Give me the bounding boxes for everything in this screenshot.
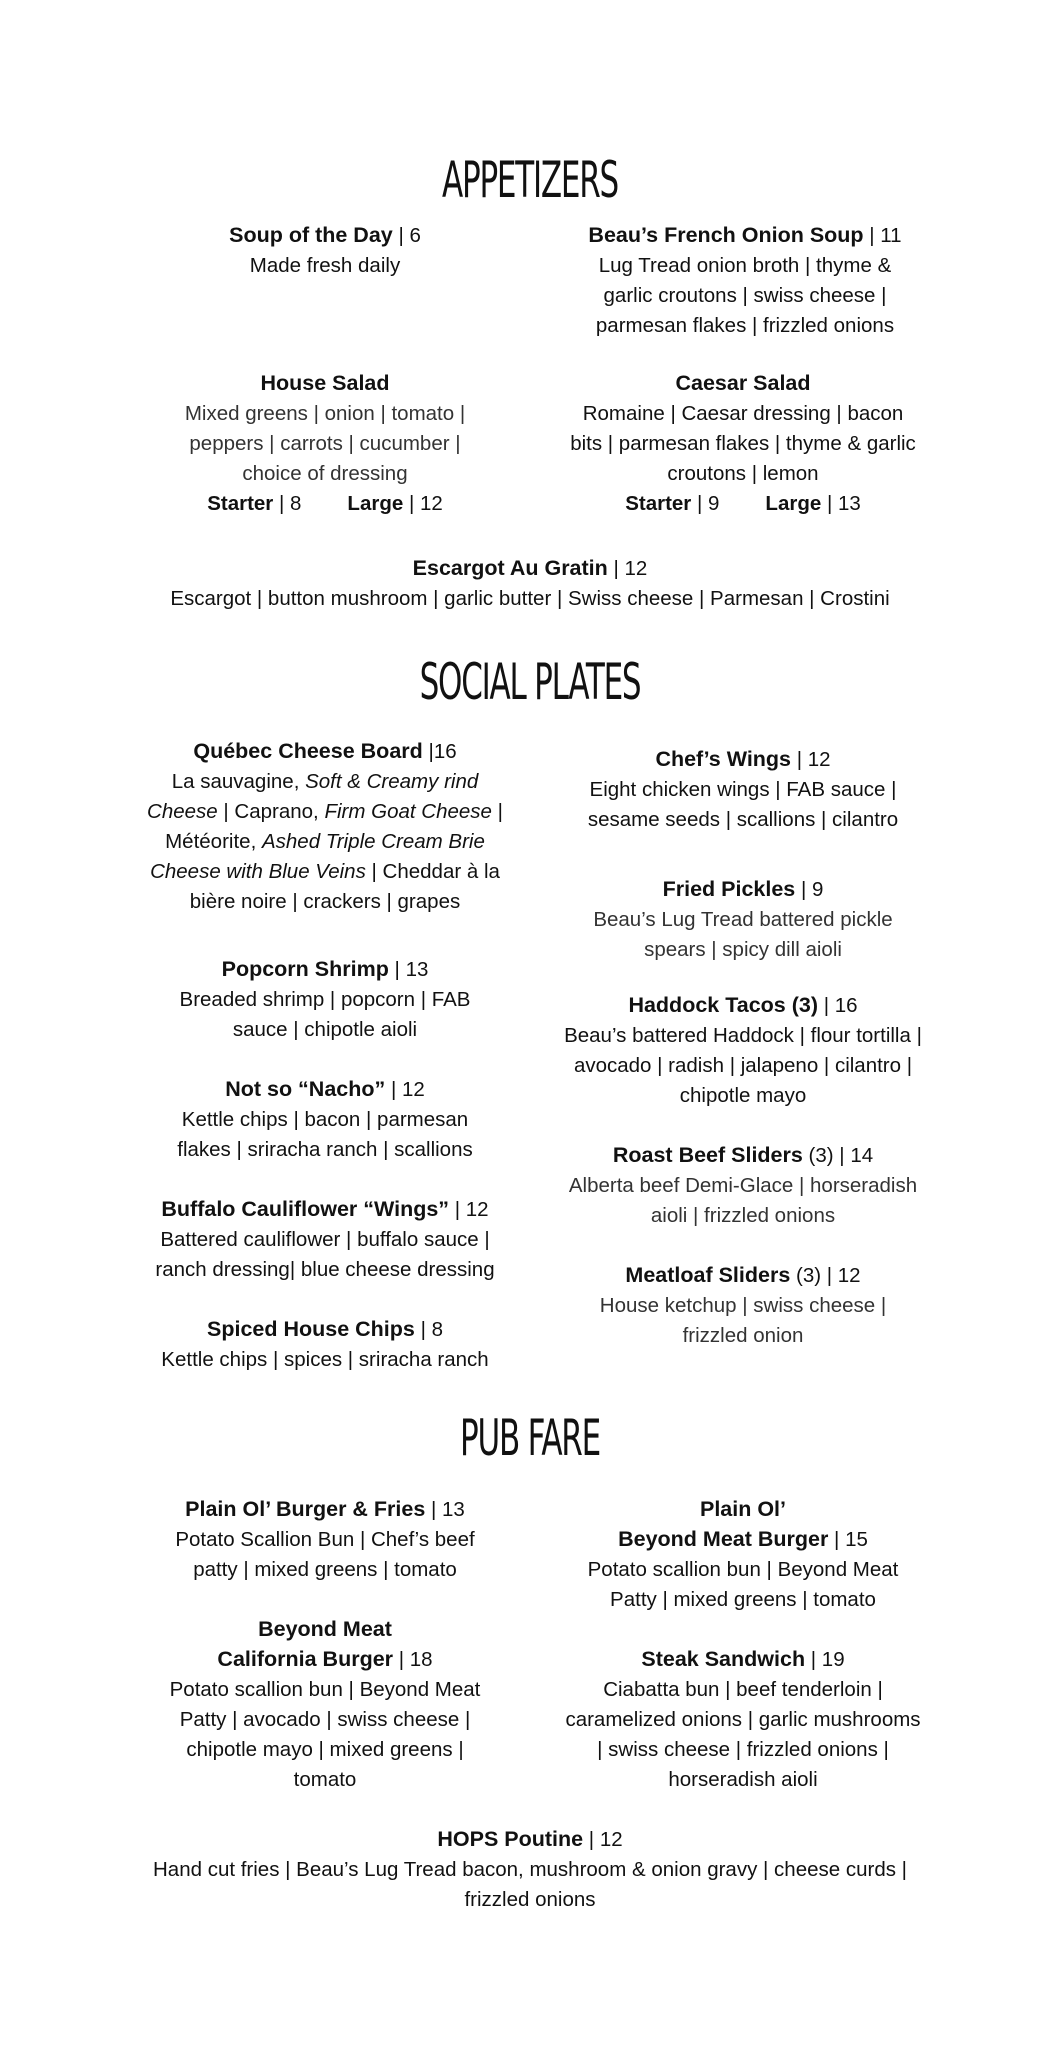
item-name: Québec Cheese Board [193,739,423,763]
item-description: Alberta beef Demi-Glace | horseradish aioli | frizzled onions [568,1174,918,1227]
item-name: Caesar Salad [675,371,811,395]
item-description: Kettle chips | spices | sriracha ranch [161,1348,489,1371]
section-title-social-plates: SOCIAL PLATES [419,653,641,711]
size-prices [548,489,938,519]
desc-text: | Caprano, [217,800,325,823]
item-description: Potato scallion bun | Beyond Meat Patty | avocado | swiss cheese | chipotle mayo | mixed greens | tomato [169,1678,481,1791]
desc-italic: Soft & Creamy rind Cheese [147,770,479,823]
price-separator: | [795,878,812,901]
item-price: 13 [442,1498,465,1521]
large-label: Large [765,492,822,515]
item-price: 12 [599,1828,623,1851]
large-price: 13 [837,492,861,515]
item-price: 6 [409,224,421,247]
menu-item-fried-pickles [548,874,938,965]
item-price: 13 [405,958,429,981]
item-name: Beau’s French Onion Soup [588,223,864,247]
item-name: Escargot Au Gratin [412,556,608,580]
price-separator: | [818,994,835,1017]
item-name: House Salad [260,371,390,395]
item-description: Escargot | button mushroom | garlic butter | Swiss cheese | Parmesan | Crostini [170,587,890,610]
item-name-line1: Beyond Meat [258,1617,392,1641]
menu-item-plain-ol-burger [130,1494,520,1585]
desc-italic: Ashed Triple Cream Brie Cheese with Blue Veins [150,830,485,883]
menu-item-buffalo-cauliflower [130,1194,520,1285]
starter-price: 9 [708,492,720,515]
menu-item-caesar-salad [548,368,938,519]
menu-item-steak-sandwich [548,1644,938,1795]
menu-item-roast-beef-sliders [548,1140,938,1231]
price-separator: | [828,1528,846,1551]
menu-item-spiced-house-chips [130,1314,520,1375]
menu-item-chefs-wings [548,744,938,835]
item-price: 12 [837,1264,861,1287]
desc-text: | Météorite, [165,800,503,853]
item-description: Beau’s battered Haddock | flour tortilla | avocado | radish | jalapeno | cilantro | chipotle mayo [564,1024,922,1107]
price-separator: | [863,224,881,247]
item-price: 14 [850,1144,874,1167]
item-description: Lug Tread onion broth | thyme & garlic croutons | swiss cheese | parmesan flakes | frizzled onions [595,254,895,337]
price-separator: | [449,1198,466,1221]
item-name-line1: Plain Ol’ [699,1497,787,1521]
item-description: Potato scallion bun | Beyond Meat Patty | mixed greens | tomato [587,1558,899,1611]
desc-text: La sauvagine, [171,770,306,793]
item-name: HOPS Poutine [437,1827,584,1851]
price-separator: | [791,748,808,771]
price-separator: | [821,1264,838,1287]
item-price: 12 [401,1078,425,1101]
menu-item-popcorn-shrimp [130,954,520,1045]
price-separator: | [273,492,291,515]
item-description: Ciabatta bun | beef tenderloin | caramelized onions | garlic mushrooms | swiss cheese | frizzled onions | horseradish aioli [565,1678,921,1791]
item-description: Kettle chips | bacon | parmesan flakes | sriracha ranch | scallions [177,1108,473,1161]
item-description: Potato Scallion Bun | Chef’s beef patty | mixed greens | tomato [175,1528,475,1581]
starter-label: Starter [625,492,692,515]
item-description [130,767,520,917]
item-description: Made fresh daily [249,254,401,277]
item-price: 9 [811,878,824,901]
price-separator: | [607,557,625,580]
menu-item-quebec-cheese-board: Québec Cheese Board |16 La sauvagine, Soft & Creamy rind Cheese | Caprano, Firm Goat Cheese | Météorite, Ashed Triple Cream Brie Cheese with Blue Veins | Cheddar à la bière noire | crackers | grapes [130,736,520,917]
item-name: Meatloaf Sliders [625,1263,791,1287]
item-price: 12 [465,1198,489,1221]
item-price: 12 [624,557,648,580]
section-title-appetizers: APPETIZERS [442,151,618,209]
item-name: Popcorn Shrimp [221,957,389,981]
menu-item-haddock-tacos [540,990,946,1111]
menu-item-soup-of-the-day [130,220,520,281]
price-separator: | [805,1648,822,1671]
starter-label: Starter [207,492,274,515]
item-name: Roast Beef Sliders [612,1143,803,1167]
item-name: Not so “Nacho” [225,1077,386,1101]
item-name-line2: Beyond Meat Burger [618,1527,829,1551]
section-title-pub-fare: PUB FARE [460,1409,600,1467]
desc-text: | Cheddar à la bière noire | crackers | grapes [189,860,500,913]
size-prices [130,489,520,519]
item-description: Eight chicken wings | FAB sauce | sesame seeds | scallions | cilantro [587,778,899,831]
price-separator: | [388,958,406,981]
price-separator: | [691,492,709,515]
menu-item-beyond-meat-burger [548,1494,938,1615]
item-price: 19 [821,1648,845,1671]
item-name: Buffalo Cauliflower “Wings” [161,1197,450,1221]
large-label: Large [347,492,404,515]
menu-item-house-salad [130,368,520,519]
large-price: 12 [419,492,443,515]
menu-item-french-onion-soup [545,220,945,341]
item-price: 16 [433,740,457,763]
item-count: (3) [796,1264,822,1287]
item-description: Breaded shrimp | popcorn | FAB sauce | chipotle aioli [179,988,471,1041]
item-price: 8 [431,1318,443,1341]
menu-item-meatloaf-sliders [548,1260,938,1351]
item-price: 18 [409,1648,433,1671]
item-name-line2: California Burger [217,1647,394,1671]
item-name: Plain Ol’ Burger & Fries [185,1497,426,1521]
price-separator: | [403,492,420,515]
item-description: Hand cut fries | Beau’s Lug Tread bacon, mushroom & onion gravy | cheese curds | frizzled onions [152,1858,907,1911]
item-price: 16 [834,994,858,1017]
item-description: Romaine | Caesar dressing | bacon bits | parmesan flakes | thyme & garlic croutons | lemon [570,402,916,485]
item-price: 12 [807,748,831,771]
item-price: 15 [845,1528,868,1551]
starter-price: 8 [290,492,302,515]
item-name: Chef’s Wings [655,747,792,771]
price-separator: | [385,1078,402,1101]
price-separator: | [393,1648,410,1671]
menu-item-not-so-nacho [130,1074,520,1165]
item-name: Haddock Tacos (3) [628,993,819,1017]
item-description: Battered cauliflower | buffalo sauce | ranch dressing| blue cheese dressing [155,1228,495,1281]
price-separator: | [821,492,838,515]
price-separator: | [833,1144,851,1167]
price-separator: | [425,1498,443,1521]
menu-item-hops-poutine [150,1824,910,1915]
price-separator: | [414,1318,432,1341]
price-separator: | [583,1828,600,1851]
item-name: Spiced House Chips [207,1317,415,1341]
desc-italic: Firm Goat Cheese [324,800,492,823]
price-separator: | [392,224,410,247]
menu-item-california-burger [130,1614,520,1795]
item-description: House ketchup | swiss cheese | frizzled onion [599,1294,887,1347]
item-description: Mixed greens | onion | tomato | peppers | carrots | cucumber | choice of dressing [184,402,466,485]
menu-item-escargot [100,553,960,614]
item-name: Fried Pickles [662,877,796,901]
item-name: Soup of the Day [229,223,393,247]
item-description: Beau’s Lug Tread battered pickle spears | spicy dill aioli [593,908,893,961]
item-count: (3) [808,1144,834,1167]
item-name: Steak Sandwich [641,1647,806,1671]
item-price: 11 [880,224,902,247]
